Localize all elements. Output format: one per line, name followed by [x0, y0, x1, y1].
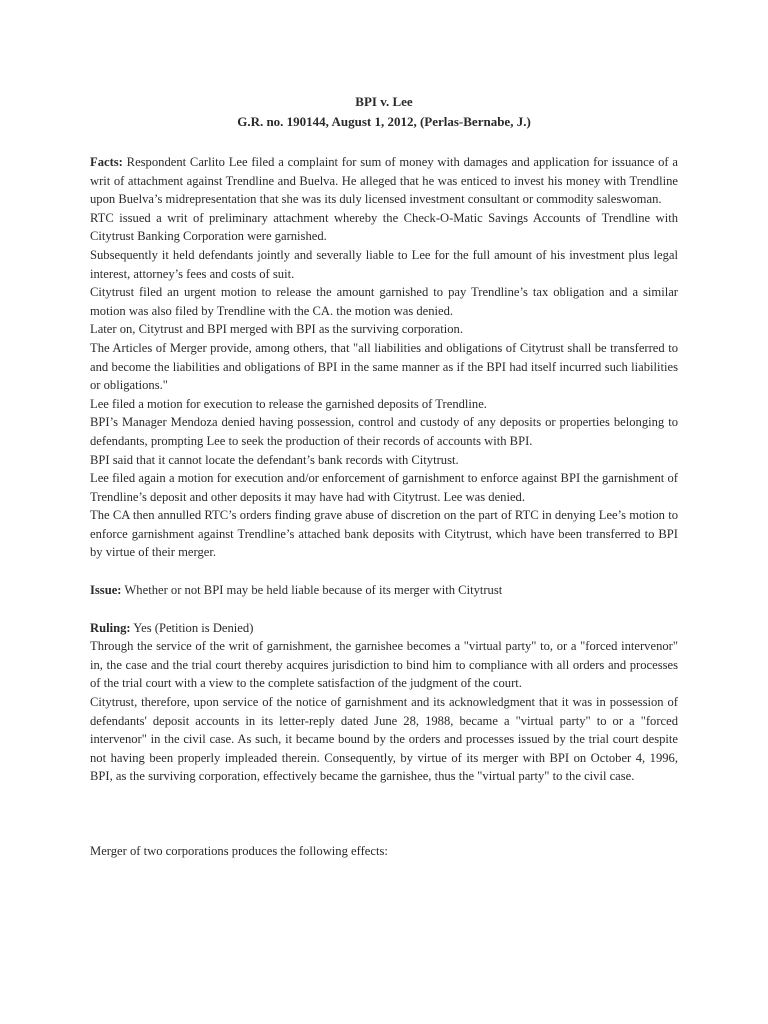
ruling-label: Ruling:: [90, 620, 131, 635]
ruling-paragraph: Through the service of the writ of garnishment, the garnishee becomes a "virtual party" to, or a "forced intervenor" in, the case and the trial court thereby acquires jurisdiction to bind him to compliance with all orders and processes of the trial court with a view to the complete satisfaction of the judgment of the court.: [90, 639, 678, 691]
ruling-heading: [90, 619, 678, 638]
facts-paragraph: The CA then annulled RTC’s orders finding grave abuse of discretion on the part of RTC in denying Lee’s motion to enforce garnishment against Trendline’s attached bank deposits with Citytrust, which have been transferred to BPI by virtue of their merger.: [90, 508, 678, 560]
facts-paragraph: [90, 153, 678, 209]
facts-paragraph: The Articles of Merger provide, among others, that "all liabilities and obligations of Citytrust shall be transferred to and become the liabilities and obligations of BPI in the same manner as if the BPI had itself incurred such liabilities or obligations.": [90, 340, 678, 393]
document-body: [90, 92, 678, 861]
facts-paragraph: BPI said that it cannot locate the defendant’s bank records with Citytrust.: [90, 452, 459, 467]
ruling-text: Yes (Petition is Denied): [130, 620, 254, 635]
facts-paragraph: Later on, Citytrust and BPI merged with BPI as the surviving corporation.: [90, 322, 463, 337]
case-citation: G.R. no. 190144, August 1, 2012, (Perlas-Bernabe, J.): [237, 114, 531, 129]
ruling-paragraph: Citytrust, therefore, upon service of the notice of garnishment and its acknowledgment that it was in possession of defendants' deposit accounts in its letter-reply dated June 28, 1988, became a "virtual party" to or a "forced intervenor" in the civil case. As such, it became bound by the orders and processes issued by the trial court despite not having been properly impleaded therein. Consequently, by virtue of its merger with BPI on October 4, 1996, BPI, as the surviving corporation, effectively became the garnishee, thus the "virtual party" to the civil case.: [90, 695, 678, 784]
facts-paragraph: Lee filed a motion for execution to release the garnished deposits of Trendline.: [90, 396, 487, 411]
facts-section: [90, 153, 678, 562]
issue-text: Whether or not BPI may be held liable because of its merger with Citytrust: [121, 583, 503, 598]
merger-intro: Merger of two corporations produces the following effects:: [90, 844, 388, 858]
facts-text: Respondent Carlito Lee filed a complaint for sum of money with damages and application for issuance of a writ of attachment against Trendline and Buelva. He alleged that he was enticed to invest his money with Trendline upon Buelva’s midrepresentation that she was its duly licensed investment consultant or commodity saleswoman.: [90, 155, 678, 207]
facts-paragraph: Subsequently it held defendants jointly and severally liable to Lee for the full amount of his investment plus legal interest, attorney’s fees and costs of suit.: [90, 247, 678, 281]
facts-paragraph: Lee filed again a motion for execution and/or enforcement of garnishment to enforce against BPI the garnishment of Trendline’s deposit and other deposits it may have had with Citytrust. Lee was denied.: [90, 471, 678, 504]
facts-paragraph: RTC issued a writ of preliminary attachment whereby the Check-O-Matic Savings Accounts of Trendline with Citytrust Banking Corporation were garnished.: [90, 210, 678, 244]
issue-paragraph: [90, 581, 678, 600]
ruling-section: [90, 619, 678, 786]
case-title: BPI v. Lee: [355, 94, 413, 109]
facts-paragraph: Citytrust filed an urgent motion to release the amount garnished to pay Trendline’s tax obligation and a similar motion was also filed by Trendline with the CA. the motion was denied.: [90, 285, 678, 318]
facts-label: Facts:: [90, 155, 123, 169]
facts-paragraph: BPI’s Manager Mendoza denied having possession, control and custody of any deposits or properties belonging to defendants, prompting Lee to seek the production of their records of accounts with BPI.: [90, 415, 678, 448]
issue-label: Issue:: [90, 583, 122, 598]
